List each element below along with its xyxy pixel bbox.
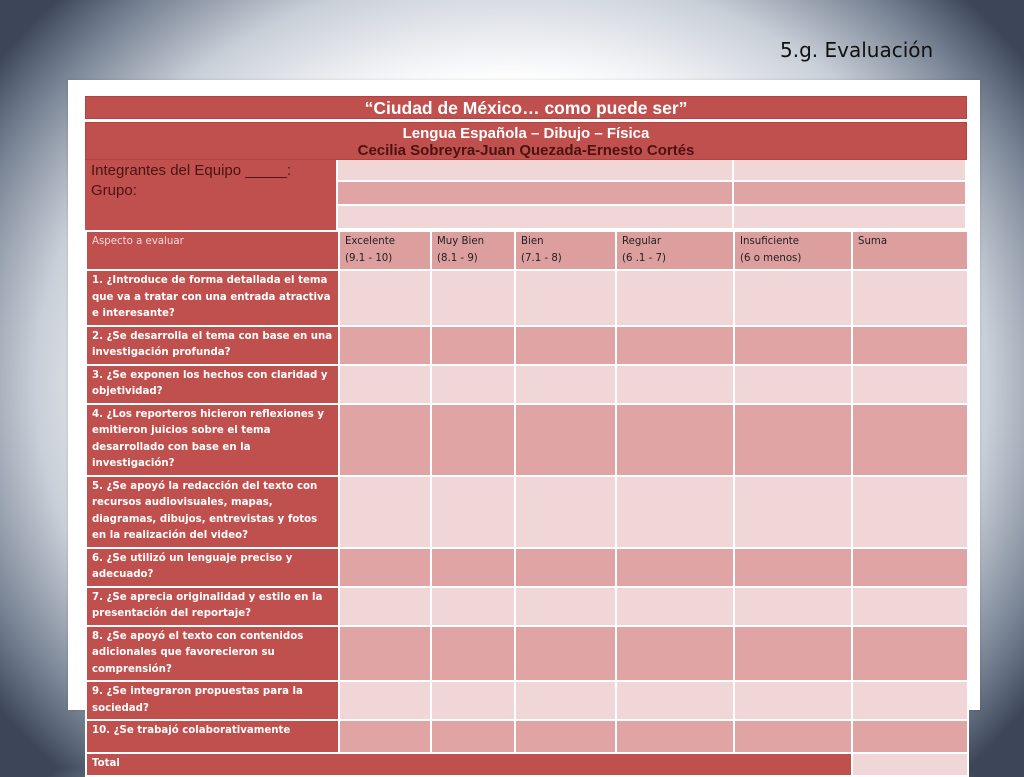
score-cell[interactable]: [431, 326, 515, 365]
score-cell[interactable]: [515, 326, 616, 365]
score-cell[interactable]: [515, 548, 616, 587]
sum-cell[interactable]: [852, 326, 968, 365]
score-cell[interactable]: [339, 476, 431, 548]
team-label: Integrantes del Equipo _____:: [91, 162, 292, 179]
score-cell[interactable]: [616, 476, 734, 548]
sum-cell[interactable]: [852, 365, 968, 404]
sum-cell[interactable]: [852, 626, 968, 682]
question-9: 9. ¿Se integraron propuestas para la sociedad?: [86, 681, 339, 720]
score-cell[interactable]: [339, 626, 431, 682]
score-cell[interactable]: [734, 404, 852, 476]
sum-cell[interactable]: [852, 587, 968, 626]
aspect-header: Aspecto a evaluar: [86, 231, 339, 270]
group-field-a[interactable]: [338, 182, 734, 206]
score-cell[interactable]: [515, 365, 616, 404]
score-cell[interactable]: [616, 681, 734, 720]
team-field-a[interactable]: [338, 160, 734, 182]
col-header-regular: Regular (6 .1 - 7): [616, 231, 734, 270]
score-cell[interactable]: [616, 326, 734, 365]
extra-field-a[interactable]: [338, 206, 734, 230]
question-2: 2. ¿Se desarrolla el tema con base en una investigación profunda?: [86, 326, 339, 365]
score-cell[interactable]: [616, 548, 734, 587]
score-cell[interactable]: [616, 365, 734, 404]
score-cell[interactable]: [616, 587, 734, 626]
team-info-block: [85, 160, 338, 230]
sum-cell[interactable]: [852, 681, 968, 720]
score-cell[interactable]: [515, 270, 616, 326]
score-cell[interactable]: [515, 681, 616, 720]
table-row: [86, 548, 968, 587]
score-cell[interactable]: [431, 626, 515, 682]
score-cell[interactable]: [734, 326, 852, 365]
score-cell[interactable]: [431, 548, 515, 587]
score-cell[interactable]: [431, 270, 515, 326]
subjects-line: Lengua Española – Dibujo – Física: [402, 125, 650, 142]
question-7: 7. ¿Se aprecia originalidad y estilo en la presentación del reportaje?: [86, 587, 339, 626]
score-cell[interactable]: [339, 720, 431, 753]
score-cell[interactable]: [339, 587, 431, 626]
sum-cell[interactable]: [852, 548, 968, 587]
col-header-muy-bien: Muy Bien (8.1 - 9): [431, 231, 515, 270]
score-cell[interactable]: [431, 365, 515, 404]
score-cell[interactable]: [734, 476, 852, 548]
total-label: Total: [86, 753, 852, 776]
score-cell[interactable]: [734, 626, 852, 682]
score-cell[interactable]: [616, 404, 734, 476]
score-cell[interactable]: [734, 365, 852, 404]
score-cell[interactable]: [515, 587, 616, 626]
sum-cell[interactable]: [852, 476, 968, 548]
question-4: 4. ¿Los reporteros hicieron reflexiones y emitieron juicios sobre el tema desarrollado con base en la investigación?: [86, 404, 339, 476]
col-header-bien: Bien (7.1 - 8): [515, 231, 616, 270]
col-header-excelente: Excelente (9.1 - 10): [339, 231, 431, 270]
question-3: 3. ¿Se exponen los hechos con claridad y objetividad?: [86, 365, 339, 404]
total-row: [86, 753, 968, 776]
score-cell[interactable]: [339, 326, 431, 365]
table-row: [86, 326, 968, 365]
score-cell[interactable]: [734, 681, 852, 720]
score-cell[interactable]: [431, 587, 515, 626]
score-cell[interactable]: [515, 476, 616, 548]
table-row: [86, 270, 968, 326]
rubric-header-row: [86, 231, 968, 270]
table-row: [86, 626, 968, 682]
document-header: [85, 122, 967, 160]
authors-line: Cecilia Sobreyra-Juan Quezada-Ernesto Cortés: [357, 142, 695, 159]
score-cell[interactable]: [616, 720, 734, 753]
score-cell[interactable]: [616, 626, 734, 682]
score-cell[interactable]: [431, 404, 515, 476]
col-header-insuficiente: Insuficiente (6 o menos): [734, 231, 852, 270]
score-cell[interactable]: [734, 548, 852, 587]
score-cell[interactable]: [515, 626, 616, 682]
rubric-table: [85, 230, 969, 777]
score-cell[interactable]: [515, 404, 616, 476]
sum-cell[interactable]: [852, 404, 968, 476]
sum-cell[interactable]: [852, 720, 968, 753]
extra-field-b[interactable]: [734, 206, 967, 230]
table-row: [86, 720, 968, 753]
group-field-b[interactable]: [734, 182, 967, 206]
team-field-b[interactable]: [734, 160, 967, 182]
slide-title: 5.g. Evaluación: [780, 38, 934, 62]
score-cell[interactable]: [431, 681, 515, 720]
total-sum-cell[interactable]: [852, 753, 968, 776]
score-cell[interactable]: [734, 270, 852, 326]
evaluation-document: [68, 80, 980, 769]
score-cell[interactable]: [339, 270, 431, 326]
score-cell[interactable]: [431, 476, 515, 548]
table-row: [86, 404, 968, 476]
score-cell[interactable]: [339, 404, 431, 476]
group-label: Grupo:: [91, 182, 137, 199]
col-header-suma: Suma: [852, 231, 968, 270]
score-cell[interactable]: [515, 720, 616, 753]
table-row: [86, 681, 968, 720]
question-10: 10. ¿Se trabajó colaborativamente: [86, 720, 339, 753]
document-title: “Ciudad de México… como puede ser”: [85, 96, 967, 119]
score-cell[interactable]: [339, 681, 431, 720]
score-cell[interactable]: [734, 587, 852, 626]
table-row: [86, 365, 968, 404]
question-8: 8. ¿Se apoyó el texto con contenidos adicionales que favorecieron su comprensión?: [86, 626, 339, 682]
question-6: 6. ¿Se utilizó un lenguaje preciso y adecuado?: [86, 548, 339, 587]
table-row: [86, 476, 968, 548]
score-cell[interactable]: [734, 720, 852, 753]
score-cell[interactable]: [616, 270, 734, 326]
score-cell[interactable]: [339, 365, 431, 404]
table-row: [86, 587, 968, 626]
score-cell[interactable]: [339, 548, 431, 587]
question-1: 1. ¿Introduce de forma detallada el tema que va a tratar con una entrada atractiva e interesante?: [86, 270, 339, 326]
question-5: 5. ¿Se apoyó la redacción del texto con recursos audiovisuales, mapas, diagramas, dibujos, entrevistas y fotos en la realización del video?: [86, 476, 339, 548]
sum-cell[interactable]: [852, 270, 968, 326]
score-cell[interactable]: [431, 720, 515, 753]
